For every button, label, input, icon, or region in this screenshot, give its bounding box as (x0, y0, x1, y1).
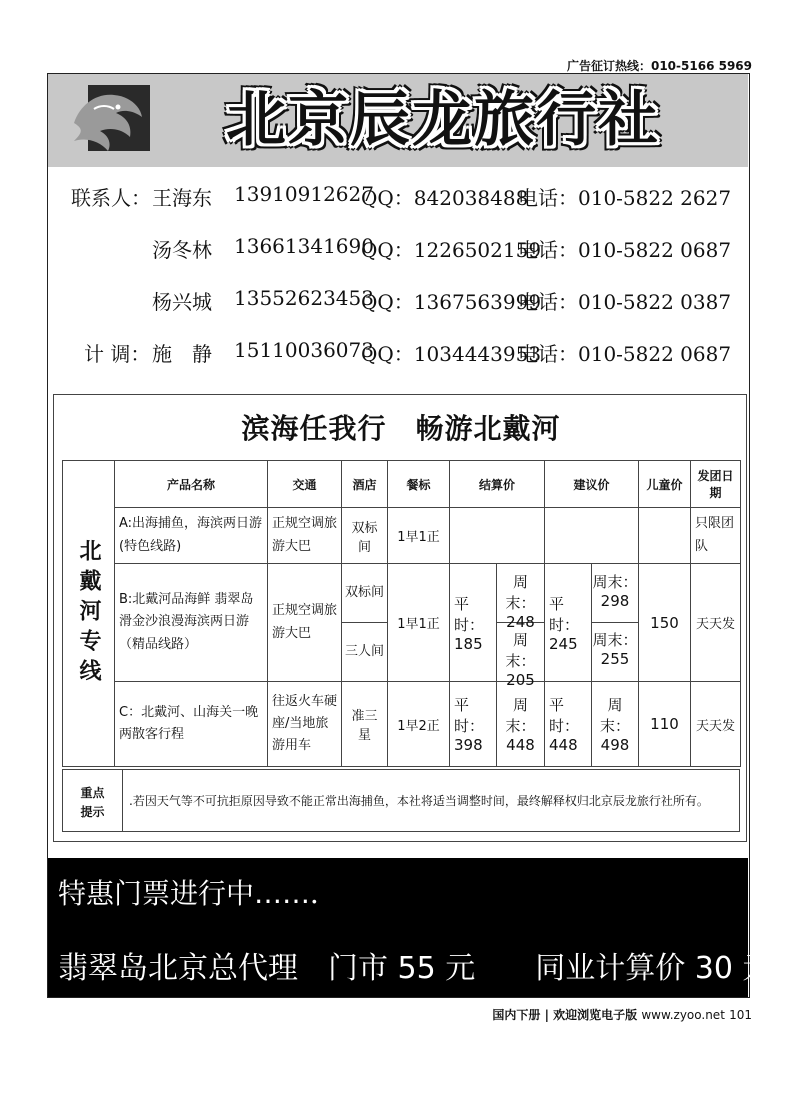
notes-box (62, 769, 740, 832)
contact-mobile: 15110036073 (234, 338, 374, 362)
row-b-suggest-weekend (592, 564, 639, 682)
header-hotel: 酒店 (342, 461, 388, 508)
footer-section: 国内下册 (492, 1008, 541, 1022)
contact-qq: QQ：1367563999 (361, 290, 542, 314)
tour-price-table (62, 460, 741, 767)
row-a-meal: 1早1正 (388, 508, 450, 564)
row-c-transport: 往返火车硬座/当地旅游用车 (268, 682, 342, 767)
row-c-settle-weekday: 平时：398 (450, 682, 497, 767)
contact-qq: QQ：842038488 (361, 186, 529, 210)
row-b-suggest-weekday: 平时：245 (545, 564, 592, 682)
contact-name: 汤冬林 (152, 238, 212, 262)
header-meal: 餐标 (388, 461, 450, 508)
table-row (63, 508, 741, 564)
footer-welcome: 欢迎浏览电子版 (553, 1008, 638, 1022)
contact-name: 施 静 (152, 342, 212, 366)
row-b-hotel-2: 三人间 (344, 644, 384, 659)
promo-line-2: 翡翠岛北京总代理 门市 55 元 同业计算价 30 元 (58, 951, 773, 986)
row-b-settle-weekend-1: 周 末：248 (497, 565, 544, 623)
row-a-departure: 只限团队 (691, 508, 741, 564)
row-c-product: C：北戴河、山海关一晚两散客行程 (115, 682, 268, 767)
row-a-child (639, 508, 691, 564)
row-c-settle-weekend: 周 末：448 (497, 682, 545, 767)
footer-separator: | (544, 1008, 549, 1022)
row-c-departure: 天天发 (691, 682, 741, 767)
header-suggest: 建议价 (545, 461, 639, 508)
row-b-settle-weekday: 平时：185 (450, 564, 497, 682)
header-transport: 交通 (268, 461, 342, 508)
row-c-meal: 1早2正 (388, 682, 450, 767)
row-b-suggest-weekend-1: 周末：298 (592, 565, 638, 623)
contact-mobile: 13552623453 (234, 286, 374, 310)
header-settle: 结算价 (450, 461, 545, 508)
row-b-settle-weekend (497, 564, 545, 689)
contact-role: 计 调： (84, 342, 151, 366)
row-b-settle-weekend-2: 周 末：205 (505, 630, 536, 689)
header-departure: 发团日期 (691, 461, 741, 508)
contact-tel: 电话：010-5822 0387 (518, 290, 732, 314)
ad-hotline: 广告征订热线：010-5166 5969 (566, 59, 752, 73)
contact-role: 联系人： (71, 186, 151, 210)
table-header-row (63, 461, 741, 508)
promo-line-1: 特惠门票进行中……． (58, 877, 339, 910)
contact-name: 王海东 (152, 186, 212, 210)
ad-frame (47, 73, 773, 998)
contact-mobile: 13910912627 (234, 182, 374, 206)
notes-label-line1: 重点 (80, 786, 105, 800)
row-b-hotel (342, 564, 388, 682)
contact-name: 杨兴城 (152, 290, 212, 314)
row-c-suggest-weekday: 平时：448 (545, 682, 592, 767)
contact-tel: 电话：010-5822 2627 (518, 186, 732, 210)
contact-qq: QQ：1034443953 (361, 342, 542, 366)
row-b-departure: 天天发 (691, 564, 741, 682)
page-number: 101 (729, 1008, 752, 1022)
line-label: 北戴河专线 (63, 461, 115, 767)
row-b-suggest-weekend-2: 周末：255 (592, 630, 638, 668)
row-a-transport: 正规空调旅游大巴 (268, 508, 342, 564)
row-c-child: 110 (639, 682, 691, 767)
table-row (63, 682, 741, 767)
row-c-hotel: 准三星 (342, 682, 388, 767)
notes-label-line2: 提示 (80, 805, 105, 820)
notes-text: .若因天气等不可抗拒原因导致不能正常出海捕鱼，本社将适当调整时间，最终解释权归北京辰龙旅行社所有。 (129, 794, 709, 808)
slogan-heading: 滨海任我行 畅游北戴河 (241, 412, 561, 445)
row-a-suggest (545, 508, 639, 564)
notes-label (63, 770, 123, 831)
tour-table-section (53, 394, 747, 842)
row-a-product: A:出海捕鱼，海滨两日游(特色线路) (115, 508, 268, 564)
row-b-hotel-1: 双标间 (342, 564, 387, 623)
contact-tel: 电话：010-5822 0687 (518, 238, 732, 262)
dragon-logo-icon (70, 83, 152, 155)
page-footer (492, 1006, 752, 1023)
row-a-settle (450, 508, 545, 564)
header-banner (48, 74, 748, 167)
row-b-product: B:北戴河品海鲜 翡翠岛滑金沙浪漫海滨两日游（精品线路） (115, 564, 268, 682)
contact-qq: QQ：1226502159 (361, 238, 542, 262)
row-a-hotel: 双标间 (342, 508, 388, 564)
table-row (63, 564, 741, 682)
row-b-meal: 1早1正 (388, 564, 450, 682)
contact-tel: 电话：010-5822 0687 (518, 342, 732, 366)
row-b-child: 150 (639, 564, 691, 682)
row-b-transport: 正规空调旅游大巴 (268, 564, 342, 682)
header-child: 儿童价 (639, 461, 691, 508)
contact-mobile: 13661341690 (234, 234, 374, 258)
company-title: 北京辰龙旅行社 (226, 85, 660, 155)
promo-banner (48, 858, 773, 997)
row-c-suggest-weekend: 周末：498 (592, 682, 639, 767)
header-product: 产品名称 (115, 461, 268, 508)
footer-url[interactable]: www.zyoo.net (641, 1008, 725, 1022)
